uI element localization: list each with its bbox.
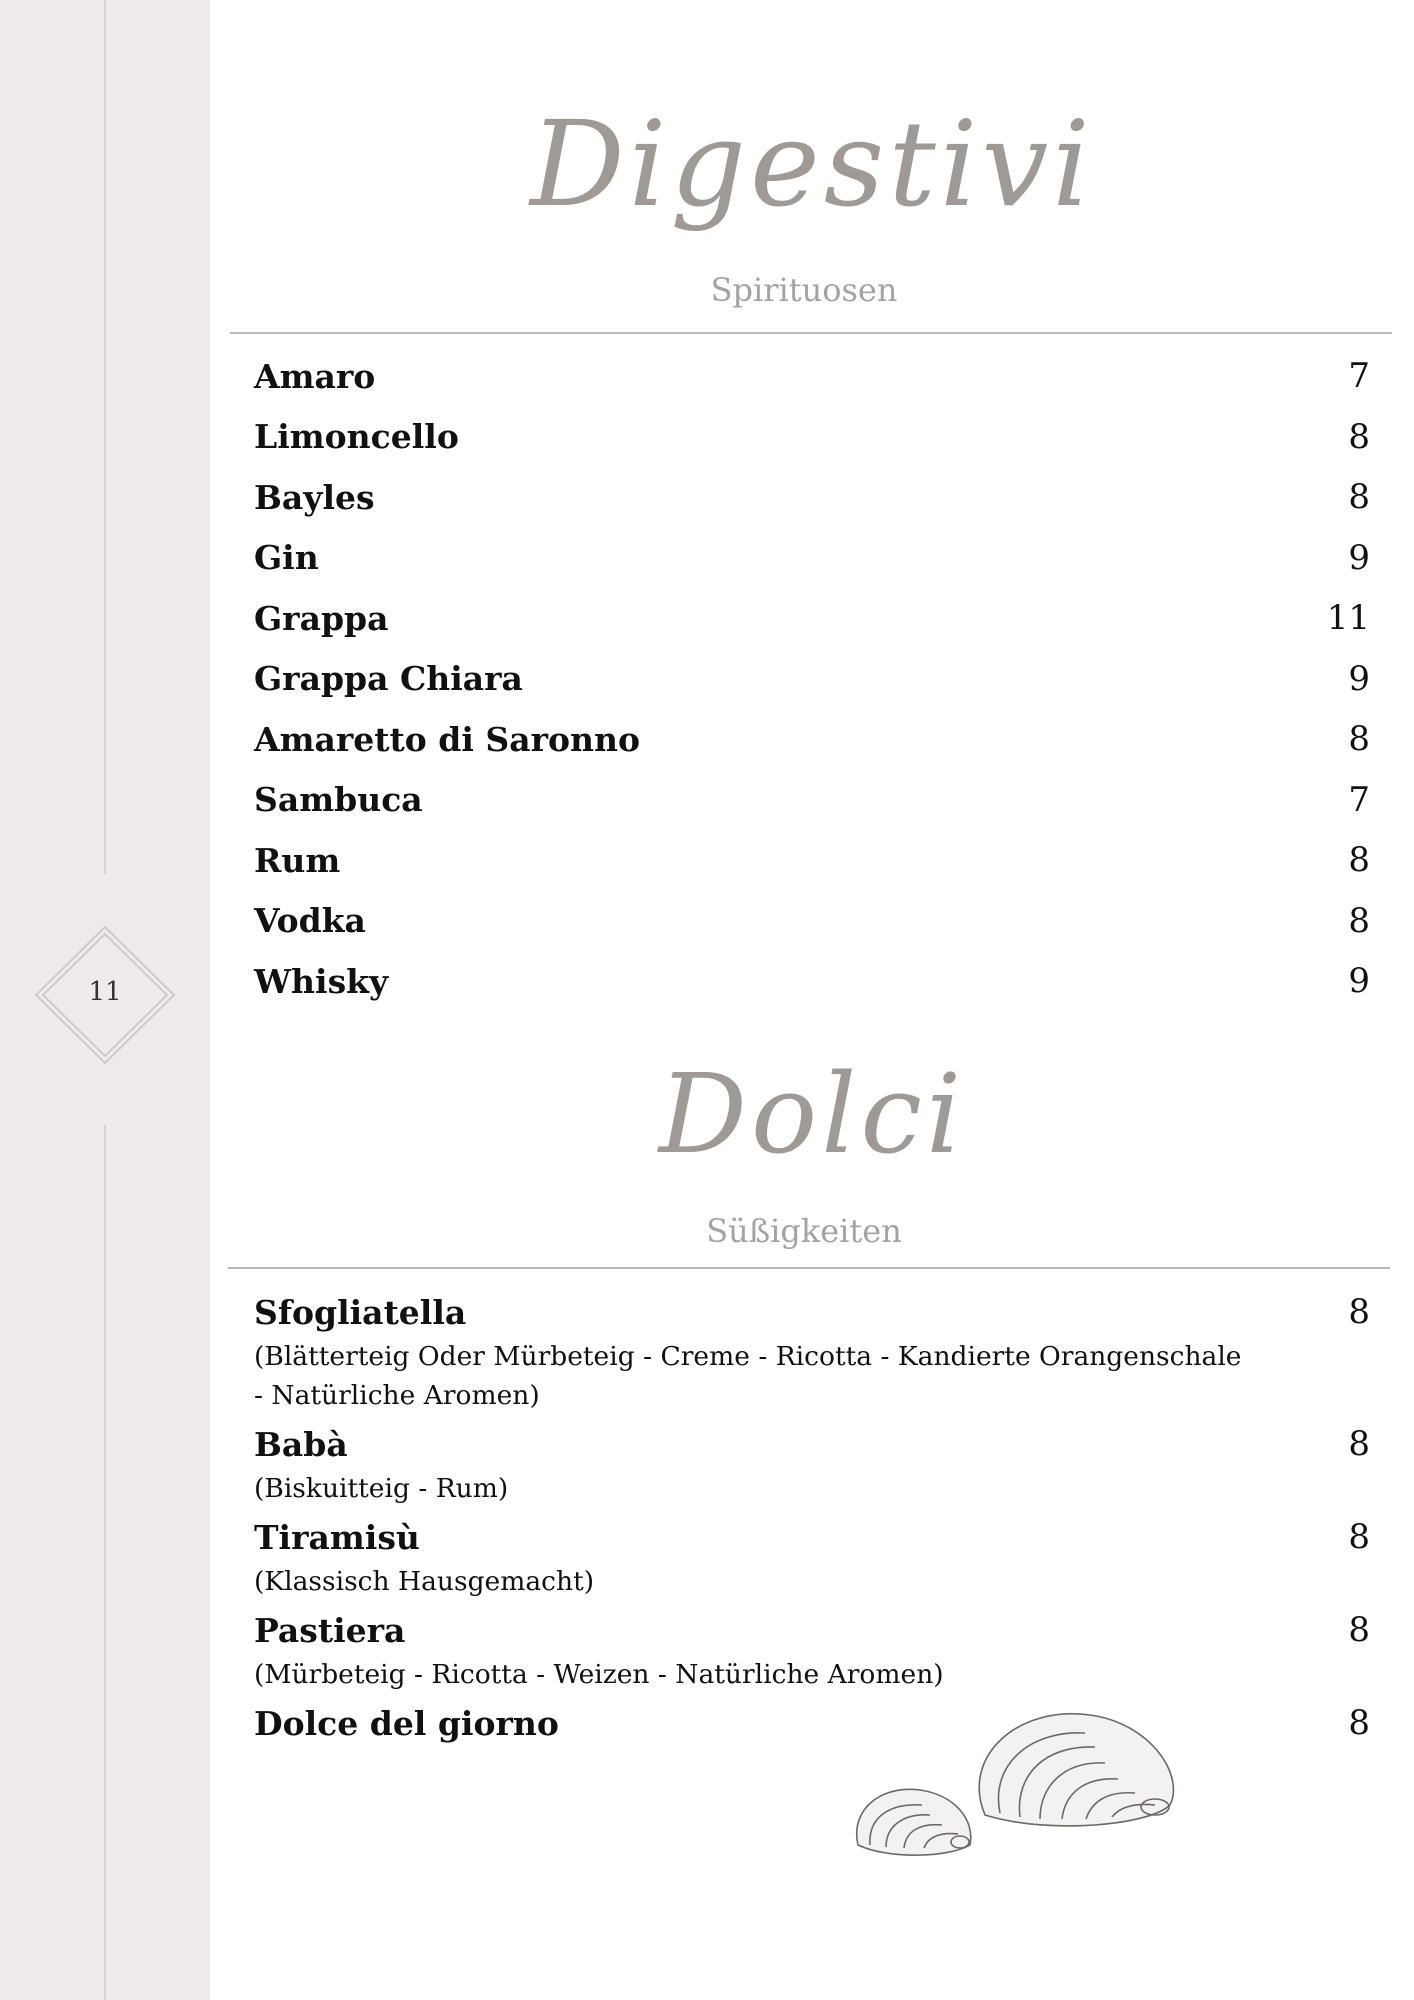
menu-item-header xyxy=(254,1415,1370,1473)
menu-item-price: 8 xyxy=(1348,719,1370,760)
menu-item-price: 8 xyxy=(1348,1610,1370,1650)
menu-item-name: Limoncello xyxy=(254,417,459,457)
desserts-list xyxy=(254,1283,1370,1752)
menu-item-price: 8 xyxy=(1348,1424,1370,1464)
menu-item-name: Pastiera xyxy=(254,1610,406,1650)
menu-item-name: Bayles xyxy=(254,477,375,517)
pastry-illustration xyxy=(850,1695,1180,1865)
menu-item-name: Whisky xyxy=(254,961,389,1001)
menu-item-header xyxy=(254,1283,1370,1341)
menu-item-name: Dolce del giorno xyxy=(254,1703,559,1743)
menu-item xyxy=(254,1415,1370,1508)
section-title-digestivi: Digestivi xyxy=(530,95,1094,233)
menu-item-name: Gin xyxy=(254,538,319,578)
menu-item-price: 9 xyxy=(1348,658,1370,699)
menu-item xyxy=(254,649,1370,710)
menu-item xyxy=(254,1508,1370,1601)
page-number: 11 xyxy=(88,977,122,1007)
menu-item xyxy=(254,1694,1370,1752)
menu-item xyxy=(254,1601,1370,1694)
menu-item-description: (Blätterteig Oder Mürbeteig - Creme - Ricotta - Kandierte Orangenschale - Natürliche Aromen) xyxy=(254,1341,1242,1411)
menu-item xyxy=(254,407,1370,468)
sidebar xyxy=(0,0,210,2000)
menu-item xyxy=(254,830,1370,891)
menu-item-name: Vodka xyxy=(254,901,366,941)
page-number-badge xyxy=(30,925,180,1065)
menu-item-price: 8 xyxy=(1348,416,1370,457)
menu-item xyxy=(254,891,1370,952)
menu-item-price: 9 xyxy=(1348,961,1370,1002)
menu-item xyxy=(254,588,1370,649)
menu-item xyxy=(254,467,1370,528)
menu-item-name: Grappa Chiara xyxy=(254,659,523,699)
menu-item xyxy=(254,1283,1370,1415)
menu-item xyxy=(254,709,1370,770)
sidebar-line-top xyxy=(104,0,106,874)
menu-item-price: 8 xyxy=(1348,477,1370,518)
menu-item-price: 8 xyxy=(1348,900,1370,941)
drinks-list xyxy=(254,346,1370,1012)
section-subtitle-digestivi: Spirituosen xyxy=(710,271,898,309)
menu-item xyxy=(254,528,1370,589)
sidebar-line-bottom xyxy=(104,1125,106,2000)
menu-item-name: Amaro xyxy=(254,356,376,396)
pastry-icon xyxy=(850,1695,1180,1865)
divider xyxy=(230,332,1392,334)
menu-item-name: Babà xyxy=(254,1424,348,1464)
menu-item-name: Tiramisù xyxy=(254,1517,420,1557)
menu-item-price: 8 xyxy=(1348,840,1370,881)
menu-item-price: 8 xyxy=(1348,1703,1370,1743)
divider xyxy=(228,1267,1390,1269)
menu-item-price: 7 xyxy=(1348,356,1370,397)
menu-item-name: Amaretto di Saronno xyxy=(254,719,640,759)
menu-item-price: 7 xyxy=(1348,779,1370,820)
menu-item xyxy=(254,346,1370,407)
menu-item-price: 9 xyxy=(1348,537,1370,578)
menu-item-price: 8 xyxy=(1348,1292,1370,1332)
menu-item-description: (Klassisch Hausgemacht) xyxy=(254,1566,595,1597)
menu-item xyxy=(254,951,1370,1012)
menu-item-name: Grappa xyxy=(254,598,389,638)
menu-item-name: Sambuca xyxy=(254,780,423,820)
menu-item-header xyxy=(254,1601,1370,1659)
menu-item-price: 11 xyxy=(1326,598,1370,639)
menu-item-header xyxy=(254,1508,1370,1566)
menu-item xyxy=(254,770,1370,831)
menu-item-description: (Biskuitteig - Rum) xyxy=(254,1473,509,1504)
menu-item-description: (Mürbeteig - Ricotta - Weizen - Natürliche Aromen) xyxy=(254,1659,944,1690)
menu-item-name: Rum xyxy=(254,840,341,880)
menu-item-name: Sfogliatella xyxy=(254,1292,467,1332)
menu-item-price: 8 xyxy=(1348,1517,1370,1557)
section-subtitle-dolci: Süßigkeiten xyxy=(706,1212,902,1250)
section-title-dolci: Dolci xyxy=(658,1050,966,1178)
menu-item-header xyxy=(254,1694,1370,1752)
